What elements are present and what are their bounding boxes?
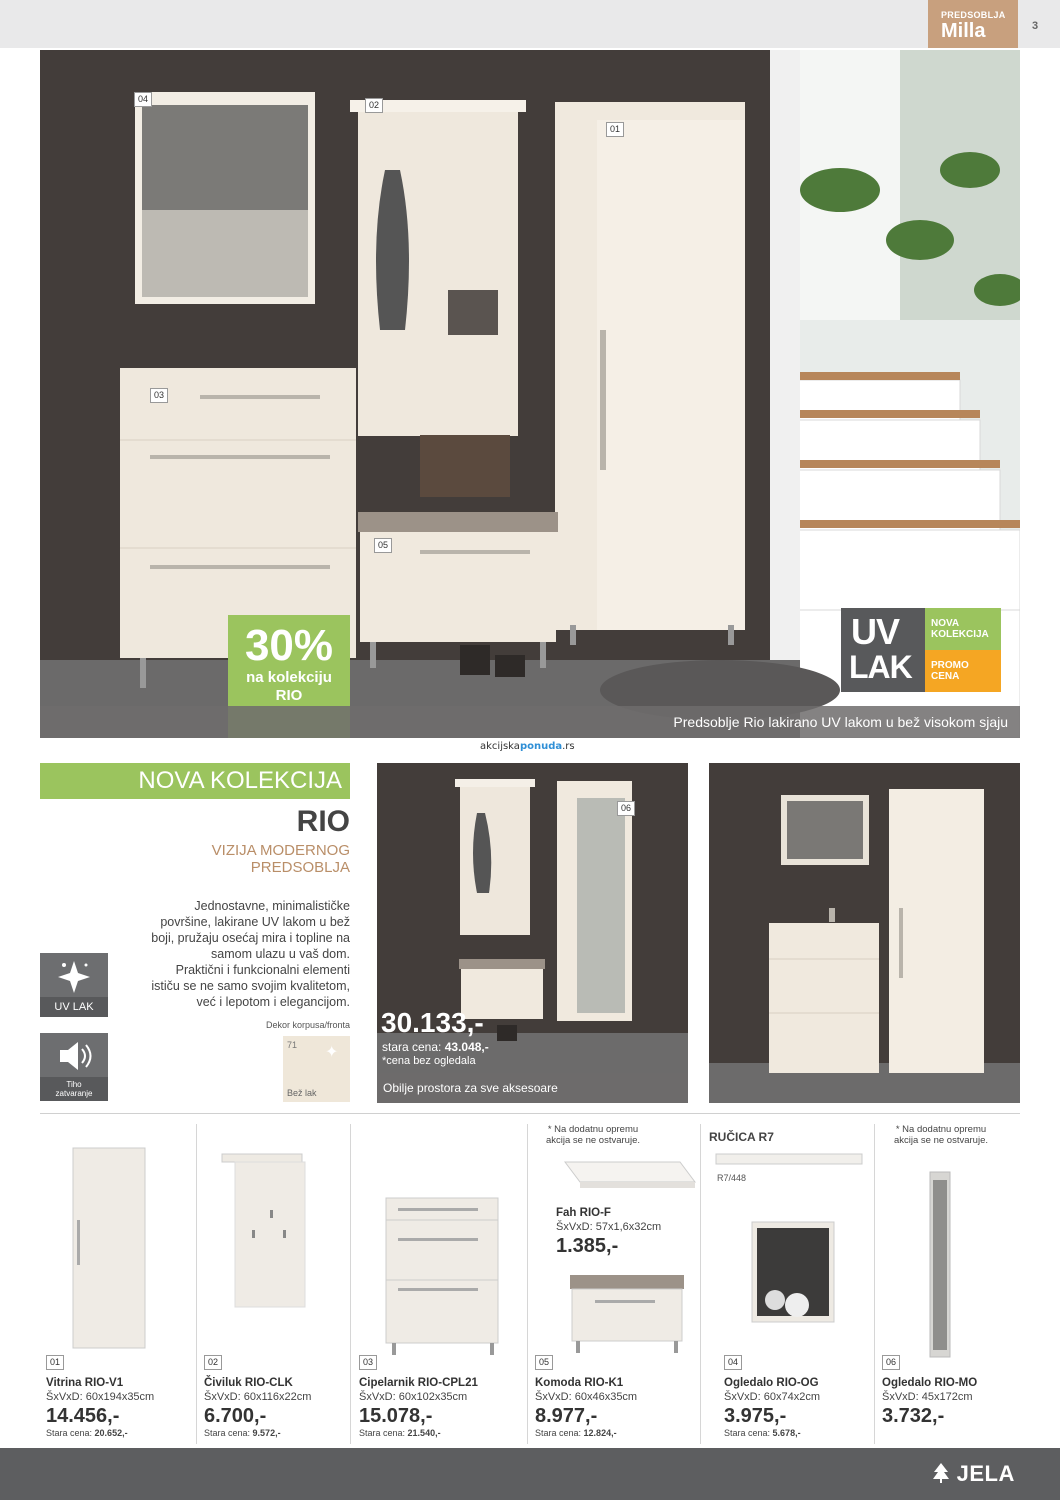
product-price: 8.977,- <box>535 1405 598 1427</box>
hero-caption: Predsoblje Rio lakirano UV lakom u bež visokom sjaju <box>673 714 1008 730</box>
feature-tiho-zatvaranje <box>40 1033 108 1101</box>
dekor-swatch <box>283 1036 350 1102</box>
handle-title: RUČICA R7 <box>709 1130 774 1144</box>
feature-uv-lak <box>40 953 108 1017</box>
jela-tree-icon <box>932 1463 950 1483</box>
lak-text: LAK <box>849 649 912 685</box>
item-tag: 06 <box>617 801 635 816</box>
set-caption-bar <box>377 1073 688 1103</box>
set-price-note: *cena bez ogledala <box>382 1055 476 1067</box>
item-tag: 05 <box>374 538 392 553</box>
detail-illustration <box>709 763 1020 1103</box>
sparkle-icon <box>40 953 108 997</box>
product-dimensions: ŠxVxD: 45x172cm <box>882 1391 973 1403</box>
uv-text: UV <box>851 611 900 652</box>
item-tag: 02 <box>365 98 383 113</box>
product-number: 06 <box>882 1355 900 1370</box>
discount-text: na kolekciju <box>246 669 332 686</box>
feature-label: Tiho zatvaranje <box>40 1077 108 1101</box>
set-price: 30.133,- <box>381 1007 484 1038</box>
detail-photo <box>709 763 1020 1103</box>
feature-label: UV LAK <box>40 997 108 1017</box>
page-number: 3 <box>1032 20 1039 32</box>
product-name: Ogledalo RIO-MO <box>882 1377 978 1389</box>
collection-name: Milla <box>941 20 986 42</box>
set-photo <box>377 763 688 1103</box>
product-old-price: Stara cena: 12.824,- <box>535 1428 617 1438</box>
product-dimensions: ŠxVxD: 57x1,6x32cm <box>556 1221 662 1233</box>
set-old-price: stara cena: 43.048,- <box>382 1040 489 1054</box>
product-name: Ogledalo RIO-OG <box>724 1377 819 1389</box>
product-number: 01 <box>46 1355 64 1370</box>
product-name: Čiviluk RIO-CLK <box>204 1377 293 1389</box>
sparkle-icon: ✦ <box>325 1044 339 1061</box>
dekor-label: Dekor korpusa/fronta <box>265 1020 350 1030</box>
handle-code: R7/448 <box>717 1173 747 1183</box>
product-price: 14.456,- <box>46 1405 120 1427</box>
item-tag: 01 <box>606 122 624 137</box>
product-illustrations <box>0 1120 1060 1370</box>
product-price: 1.385,- <box>556 1235 619 1257</box>
product-dimensions: ŠxVxD: 60x194x35cm <box>46 1391 155 1403</box>
collection-subtitle: VIZIJA MODERNOG PREDSOBLJA <box>211 842 350 876</box>
uv-lak-badge <box>841 608 1001 692</box>
product-price: 6.700,- <box>204 1405 267 1427</box>
product-number: 02 <box>204 1355 222 1370</box>
product-price: 15.078,- <box>359 1405 433 1427</box>
nova-kolekcija-label: NOVA KOLEKCIJA <box>925 608 1001 650</box>
product-old-price: Stara cena: 21.540,- <box>359 1428 441 1438</box>
product-name: Vitrina RIO-V1 <box>46 1377 124 1389</box>
product-dimensions: ŠxVxD: 60x116x22cm <box>204 1391 312 1403</box>
product-name: Fah RIO-F <box>556 1207 611 1219</box>
discount-percent: 30% <box>244 621 334 670</box>
product-dimensions: ŠxVxD: 60x102x35cm <box>359 1391 468 1403</box>
hero-image <box>40 50 1020 738</box>
product-price: 3.732,- <box>882 1405 945 1427</box>
promo-cena-label: PROMO CENA <box>925 650 1001 692</box>
uv-lak-logo <box>841 608 925 692</box>
extra-note: * Na dodatnu opremu akcija se ne ostvaruje. <box>894 1124 988 1146</box>
extra-note: * Na dodatnu opremu akcija se ne ostvaruje. <box>546 1124 640 1146</box>
product-old-price: Stara cena: 20.652,- <box>46 1428 128 1438</box>
dekor-name: Bež lak <box>287 1088 317 1098</box>
nova-kolekcija-banner: NOVA KOLEKCIJA <box>40 763 350 799</box>
hero-caption-bar <box>40 706 1020 738</box>
dekor-code: 71 <box>287 1040 298 1050</box>
speaker-mute-icon <box>40 1033 108 1077</box>
collection-description: Jednostavne, minimalističke površine, lakirane UV lakom u bež boji, pružaju osećaj mira i topline na samom ulazu u vaš dom. Praktični i funkcionalni elementi ističu se ne samo svojim kvalitetom, već i lepotom i elegancijom. <box>151 899 350 1009</box>
product-old-price: Stara cena: 9.572,- <box>204 1428 281 1438</box>
item-tag: 03 <box>150 388 168 403</box>
product-dimensions: ŠxVxD: 60x46x35cm <box>535 1391 638 1403</box>
product-name: Komoda RIO-K1 <box>535 1377 624 1389</box>
collection-tab <box>928 0 1018 48</box>
product-number: 03 <box>359 1355 377 1370</box>
section-divider <box>40 1113 1020 1114</box>
discount-collection: RIO <box>275 687 303 704</box>
brand-logo: JELA <box>932 1461 1015 1487</box>
product-old-price: Stara cena: 5.678,- <box>724 1428 801 1438</box>
watermark: akcijskaponuda.rs <box>480 741 575 752</box>
product-name: Cipelarnik RIO-CPL21 <box>359 1377 478 1389</box>
product-dimensions: ŠxVxD: 60x74x2cm <box>724 1391 820 1403</box>
set-caption: Obilje prostora za sve aksesoare <box>383 1081 558 1095</box>
product-number: 04 <box>724 1355 742 1370</box>
product-number: 05 <box>535 1355 553 1370</box>
header-bar <box>0 0 1060 48</box>
collection-title: RIO <box>296 805 350 838</box>
product-price: 3.975,- <box>724 1405 787 1427</box>
section-label: PREDSOBLJA <box>941 10 1006 20</box>
item-tag: 04 <box>134 92 152 107</box>
footer-bar <box>0 1448 1060 1500</box>
